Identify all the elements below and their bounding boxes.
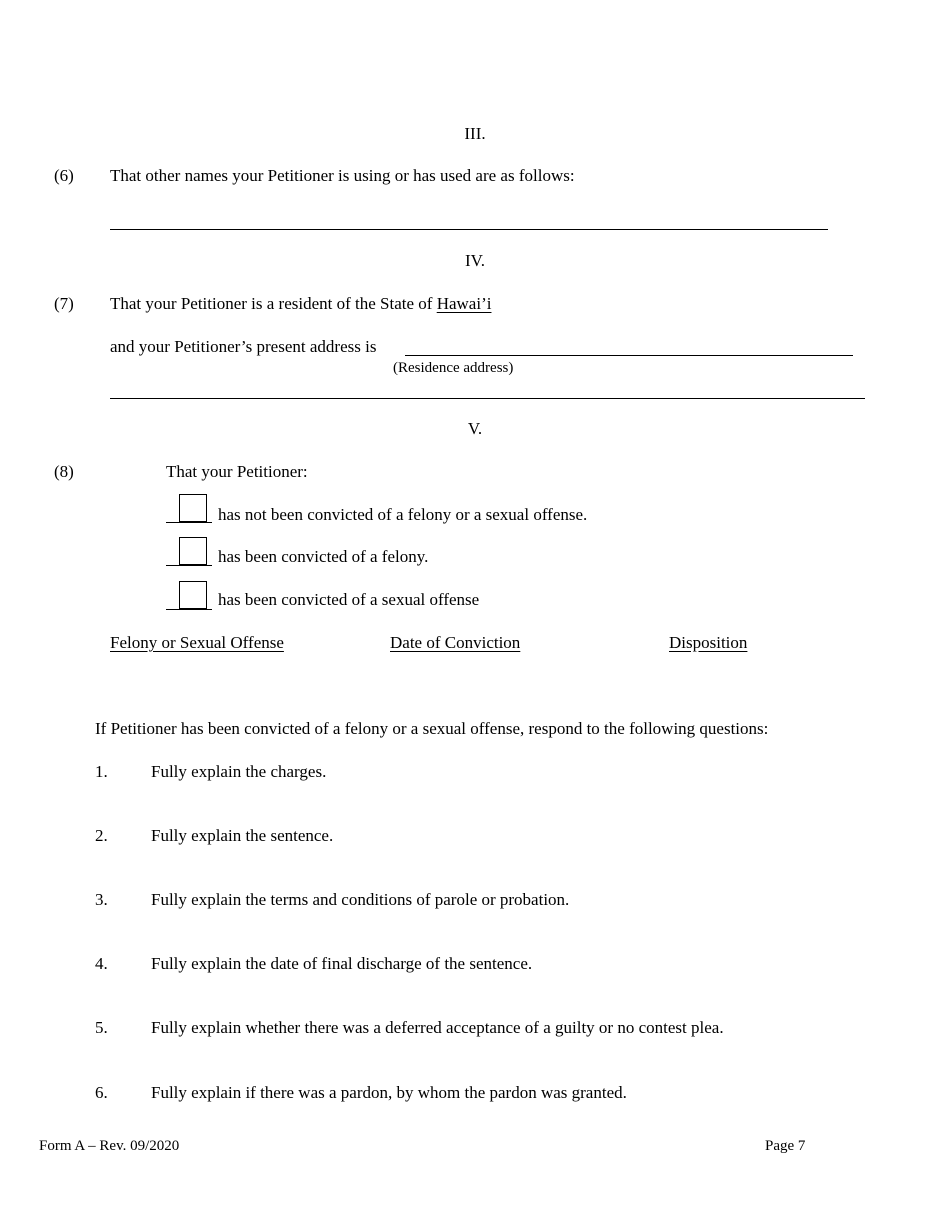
question-text: Fully explain whether there was a deferred acceptance of a guilty or no contest plea.	[151, 1018, 724, 1037]
resident-statement	[110, 294, 491, 314]
question-number: 3.	[95, 890, 108, 909]
option-convicted-felony-label: has been convicted of a felony.	[218, 547, 429, 566]
checkbox-underline	[166, 565, 212, 566]
question-number: 1.	[95, 762, 108, 781]
other-names-field[interactable]	[110, 229, 828, 230]
checkbox-underline	[166, 609, 212, 610]
column-header-disposition: Disposition	[669, 633, 748, 652]
column-header-date: Date of Conviction	[390, 633, 521, 652]
page-number: Page 7	[765, 1138, 806, 1154]
checkbox-convicted-sexual-offense[interactable]	[179, 581, 207, 609]
checkbox-underline	[166, 522, 212, 523]
address-prompt: and your Petitioner’s present address is	[110, 337, 377, 356]
questions-intro: If Petitioner has been convicted of a felony or a sexual offense, respond to the following questions:	[95, 719, 769, 738]
section-heading-iii: III.	[464, 124, 486, 143]
item-number-7: (7)	[54, 294, 74, 313]
resident-text: That your Petitioner is a resident of the State of	[110, 294, 433, 313]
address-caption: (Residence address)	[393, 360, 514, 376]
checkbox-convicted-felony[interactable]	[179, 537, 207, 565]
petitioner-status-intro: That your Petitioner:	[166, 462, 308, 481]
address-field-line-2[interactable]	[110, 398, 865, 399]
form-id: Form A – Rev. 09/2020	[39, 1138, 180, 1154]
question-text: Fully explain the terms and conditions of parole or probation.	[151, 890, 570, 909]
item-number-6: (6)	[54, 166, 74, 185]
question-text: Fully explain the charges.	[151, 762, 327, 781]
question-number: 2.	[95, 826, 108, 845]
address-field-line-1[interactable]	[405, 355, 853, 356]
checkbox-not-convicted[interactable]	[179, 494, 207, 522]
section-heading-iv: IV.	[465, 251, 485, 270]
question-number: 4.	[95, 954, 108, 973]
column-header-offense: Felony or Sexual Offense	[110, 633, 284, 652]
question-number: 5.	[95, 1018, 108, 1037]
section-heading-v: V.	[467, 419, 483, 438]
option-convicted-sexual-offense-label: has been convicted of a sexual offense	[218, 590, 480, 609]
question-text: Fully explain the date of final discharge of the sentence.	[151, 954, 533, 973]
question-text: Fully explain the sentence.	[151, 826, 334, 845]
question-text: Fully explain if there was a pardon, by whom the pardon was granted.	[151, 1083, 627, 1102]
other-names-prompt: That other names your Petitioner is using or has used are as follows:	[110, 166, 575, 185]
option-not-convicted-label: has not been convicted of a felony or a sexual offense.	[218, 505, 588, 524]
question-number: 6.	[95, 1083, 108, 1102]
state-value: Hawai’i	[436, 294, 492, 313]
item-number-8: (8)	[54, 462, 74, 481]
